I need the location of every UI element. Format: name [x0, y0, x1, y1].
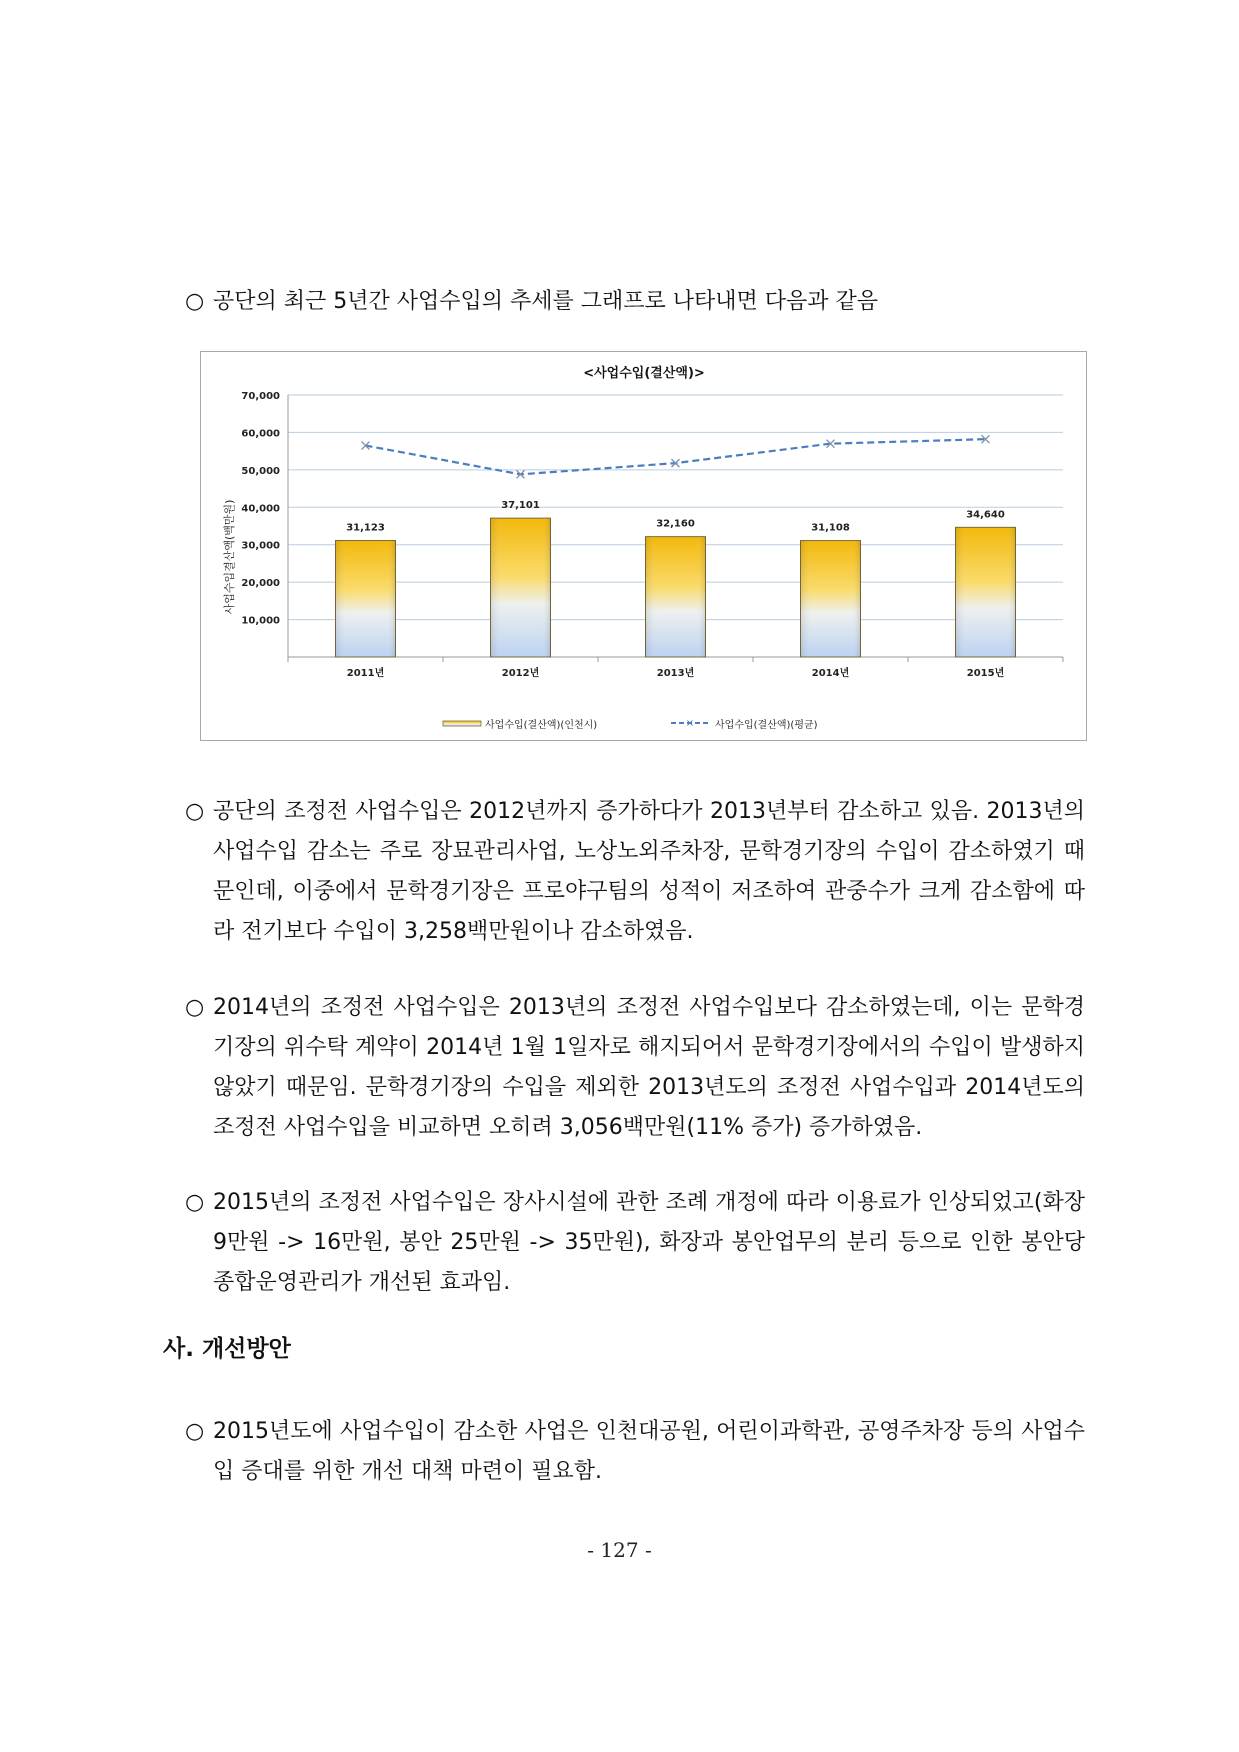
- data-label: 31,108: [811, 522, 850, 534]
- section-heading: 사. 개선방안: [163, 1336, 291, 1362]
- page-number: - 127 -: [587, 1538, 652, 1562]
- y-tick-label: 40,000: [241, 503, 280, 515]
- bar-shade: [956, 527, 1016, 657]
- y-tick-label: 70,000: [241, 391, 280, 402]
- paragraph-text: 공단의 조정전 사업수입은 2012년까지 증가하다가 2013년부터 감소하고 있음. 2013년의 사업수입 감소는 주로 장묘관리사업, 노상노외주차장, 문학경기장의 수입이 감소하였기 때문인데, 이중에서 문학경기장은 프로야구팀의 성적이 저조하여 관중수가 크게 감소함에 따라 전기보다 수입이 3,258백만원이나 감소하였음.: [213, 799, 1085, 944]
- data-label: 37,101: [501, 500, 540, 512]
- bullet-icon: ○: [185, 1419, 205, 1444]
- average-series-line: [366, 439, 986, 474]
- intro-text: 공단의 최근 5년간 사업수입의 추세를 그래프로 나타내면 다음과 같음: [213, 289, 879, 314]
- bullet-icon: ○: [185, 995, 205, 1020]
- data-label: 31,123: [346, 522, 385, 534]
- bullet-icon: ○: [185, 289, 205, 314]
- x-tick-label: 2013년: [656, 668, 695, 679]
- legend-bar-swatch: [443, 721, 481, 726]
- paragraph-3: [185, 1183, 1085, 1303]
- y-tick-label: 30,000: [241, 540, 280, 552]
- data-label: 34,640: [966, 509, 1005, 521]
- revenue-chart: [200, 351, 1087, 741]
- y-tick-label: 60,000: [241, 428, 280, 440]
- data-label: 32,160: [656, 518, 695, 530]
- paragraph-text: 2015년도에 사업수입이 감소한 사업은 인천대공원, 어린이과학관, 공영주차장 등의 사업수입 증대를 위한 개선 대책 마련이 필요함.: [213, 1419, 1085, 1484]
- paragraph-text: 2014년의 조정전 사업수입은 2013년의 조정전 사업수입보다 감소하였는데, 이는 문학경기장의 위수탁 계약이 2014년 1월 1일자로 해지되어서 문학경기장에서의 수입이 발생하지 않았기 때문임. 문학경기장의 수입을 제외한 2013년도의 조정전 사업수입과 2014년도의 조정전 사업수입을 비교하면 오히려 3,056백만원(11% 증가) 증가하였음.: [213, 995, 1085, 1140]
- legend-line-marker-icon: ×: [685, 718, 695, 729]
- bar-shade: [801, 541, 861, 657]
- y-tick-label: 50,000: [241, 465, 280, 477]
- chart-canvas: [201, 352, 1088, 742]
- x-tick-label: 2015년: [966, 668, 1005, 679]
- intro-paragraph: [185, 282, 1085, 322]
- paragraph-1: [185, 792, 1085, 952]
- legend-bar-label: 사업수입(결산액)(인천시): [485, 720, 598, 731]
- paragraph-4: [185, 1412, 1085, 1492]
- paragraph-2: [185, 988, 1085, 1148]
- y-tick-label: 20,000: [241, 578, 280, 590]
- bar-shade: [491, 518, 551, 657]
- bar-shade: [336, 541, 396, 657]
- bullet-icon: ○: [185, 799, 205, 824]
- legend-line-label: 사업수입(결산액)(평균): [715, 720, 818, 731]
- x-tick-label: 2014년: [811, 668, 850, 679]
- paragraph-text: 2015년의 조정전 사업수입은 장사시설에 관한 조례 개정에 따라 이용료가 인상되었고(화장 9만원 -> 16만원, 봉안 25만원 -> 35만원), 화장과 봉안업무의 분리 등으로 인한 봉안당 종합운영관리가 개선된 효과임.: [213, 1190, 1085, 1295]
- y-axis-label: 사업수입결산액(백만원): [223, 499, 236, 615]
- y-tick-label: 10,000: [241, 615, 280, 627]
- bullet-icon: ○: [185, 1190, 205, 1215]
- bar-shade: [646, 537, 706, 657]
- x-tick-label: 2012년: [501, 668, 540, 679]
- x-tick-label: 2011년: [346, 668, 385, 679]
- chart-title: <사업수입(결산액)>: [583, 366, 705, 381]
